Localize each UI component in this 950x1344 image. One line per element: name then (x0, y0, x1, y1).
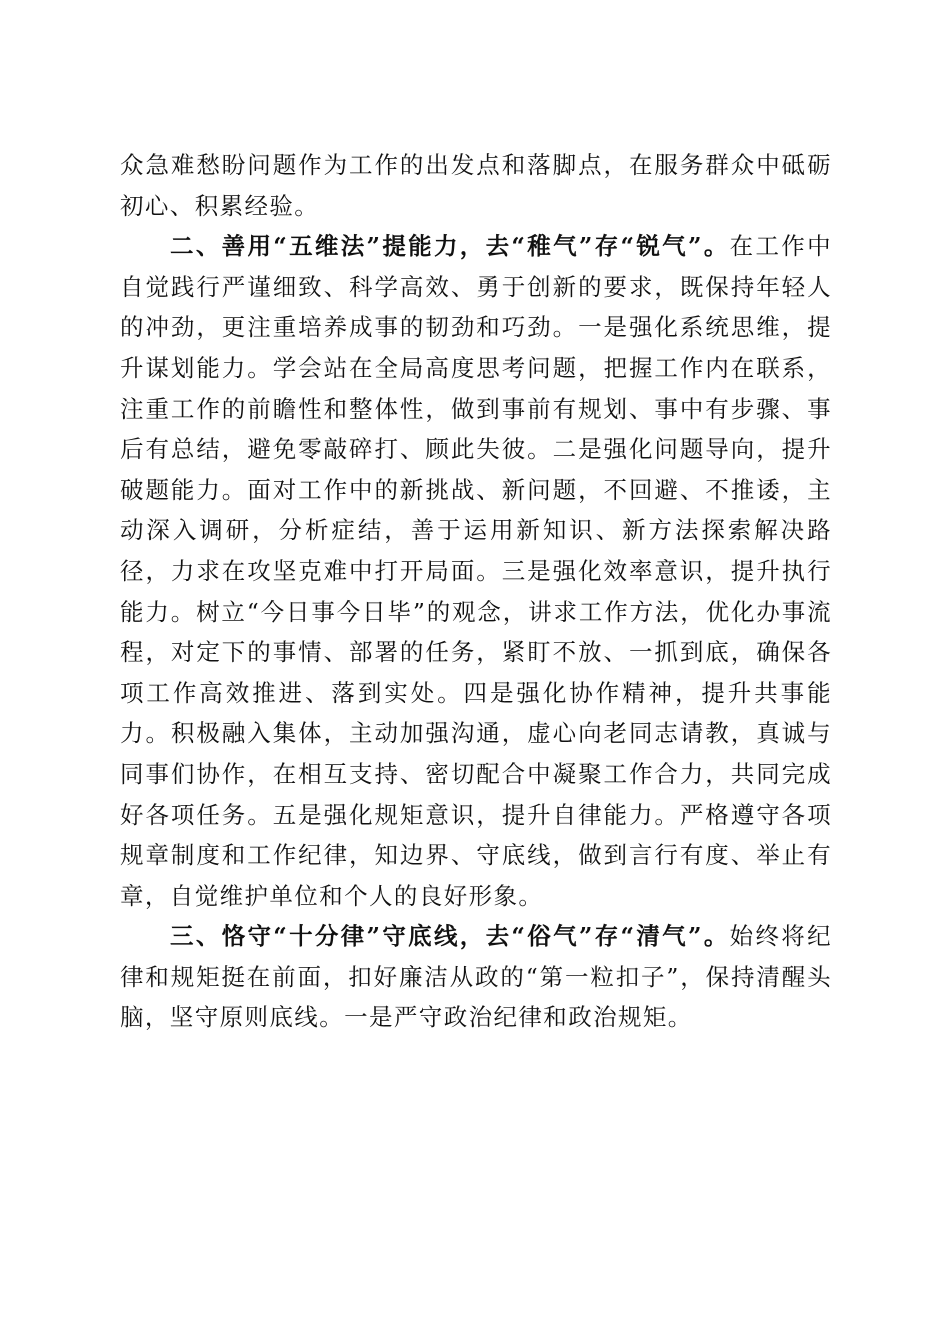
section-heading-two: 二、善用“五维法”提能力，去“稚气”存“锐气”。 (170, 232, 730, 261)
paragraph-section-three (120, 916, 832, 1038)
paragraph-section-two (120, 226, 832, 916)
paragraph-text: 在工作中自觉践行严谨细致、科学高效、勇于创新的要求，既保持年轻人的冲劲，更注重培养成事的韧劲和巧劲。一是强化系统思维，提升谋划能力。学会站在全局高度思考问题，把握工作内在联系，注重工作的前瞻性和整体性，做到事前有规划、事中有步骤、事后有总结，避免零敲碎打、顾此失彼。二是强化问题导向，提升破题能力。面对工作中的新挑战、新问题，不回避、不推诿，主动深入调研，分析症结，善于运用新知识、新方法探索解决路径，力求在攻坚克难中打开局面。三是强化效率意识，提升执行能力。树立“今日事今日毕”的观念，讲求工作方法，优化办事流程，对定下的事情、部署的任务，紧盯不放、一抓到底，确保各项工作高效推进、落到实处。四是强化协作精神，提升共事能力。积极融入集体，主动加强沟通，虚心向老同志请教，真诚与同事们协作，在相互支持、密切配合中凝聚工作合力，共同完成好各项任务。五是强化规矩意识，提升自律能力。严格遵守各项规章制度和工作纪律，知边界、守底线，做到言行有度、举止有章，自觉维护单位和个人的良好形象。 (120, 232, 832, 910)
document-body (120, 145, 832, 1038)
paragraph-text: 众急难愁盼问题作为工作的出发点和落脚点，在服务群众中砥砺初心、积累经验。 (120, 151, 832, 220)
paragraph-text: 始终将纪律和规矩挺在前面，扣好廉洁从政的“第一粒扣子”，保持清醒头脑，坚守原则底线。一是严守政治纪律和政治规矩。 (120, 922, 832, 1032)
section-heading-three: 三、恪守“十分律”守底线，去“俗气”存“清气”。 (170, 922, 730, 951)
paragraph-continuation (120, 145, 832, 226)
